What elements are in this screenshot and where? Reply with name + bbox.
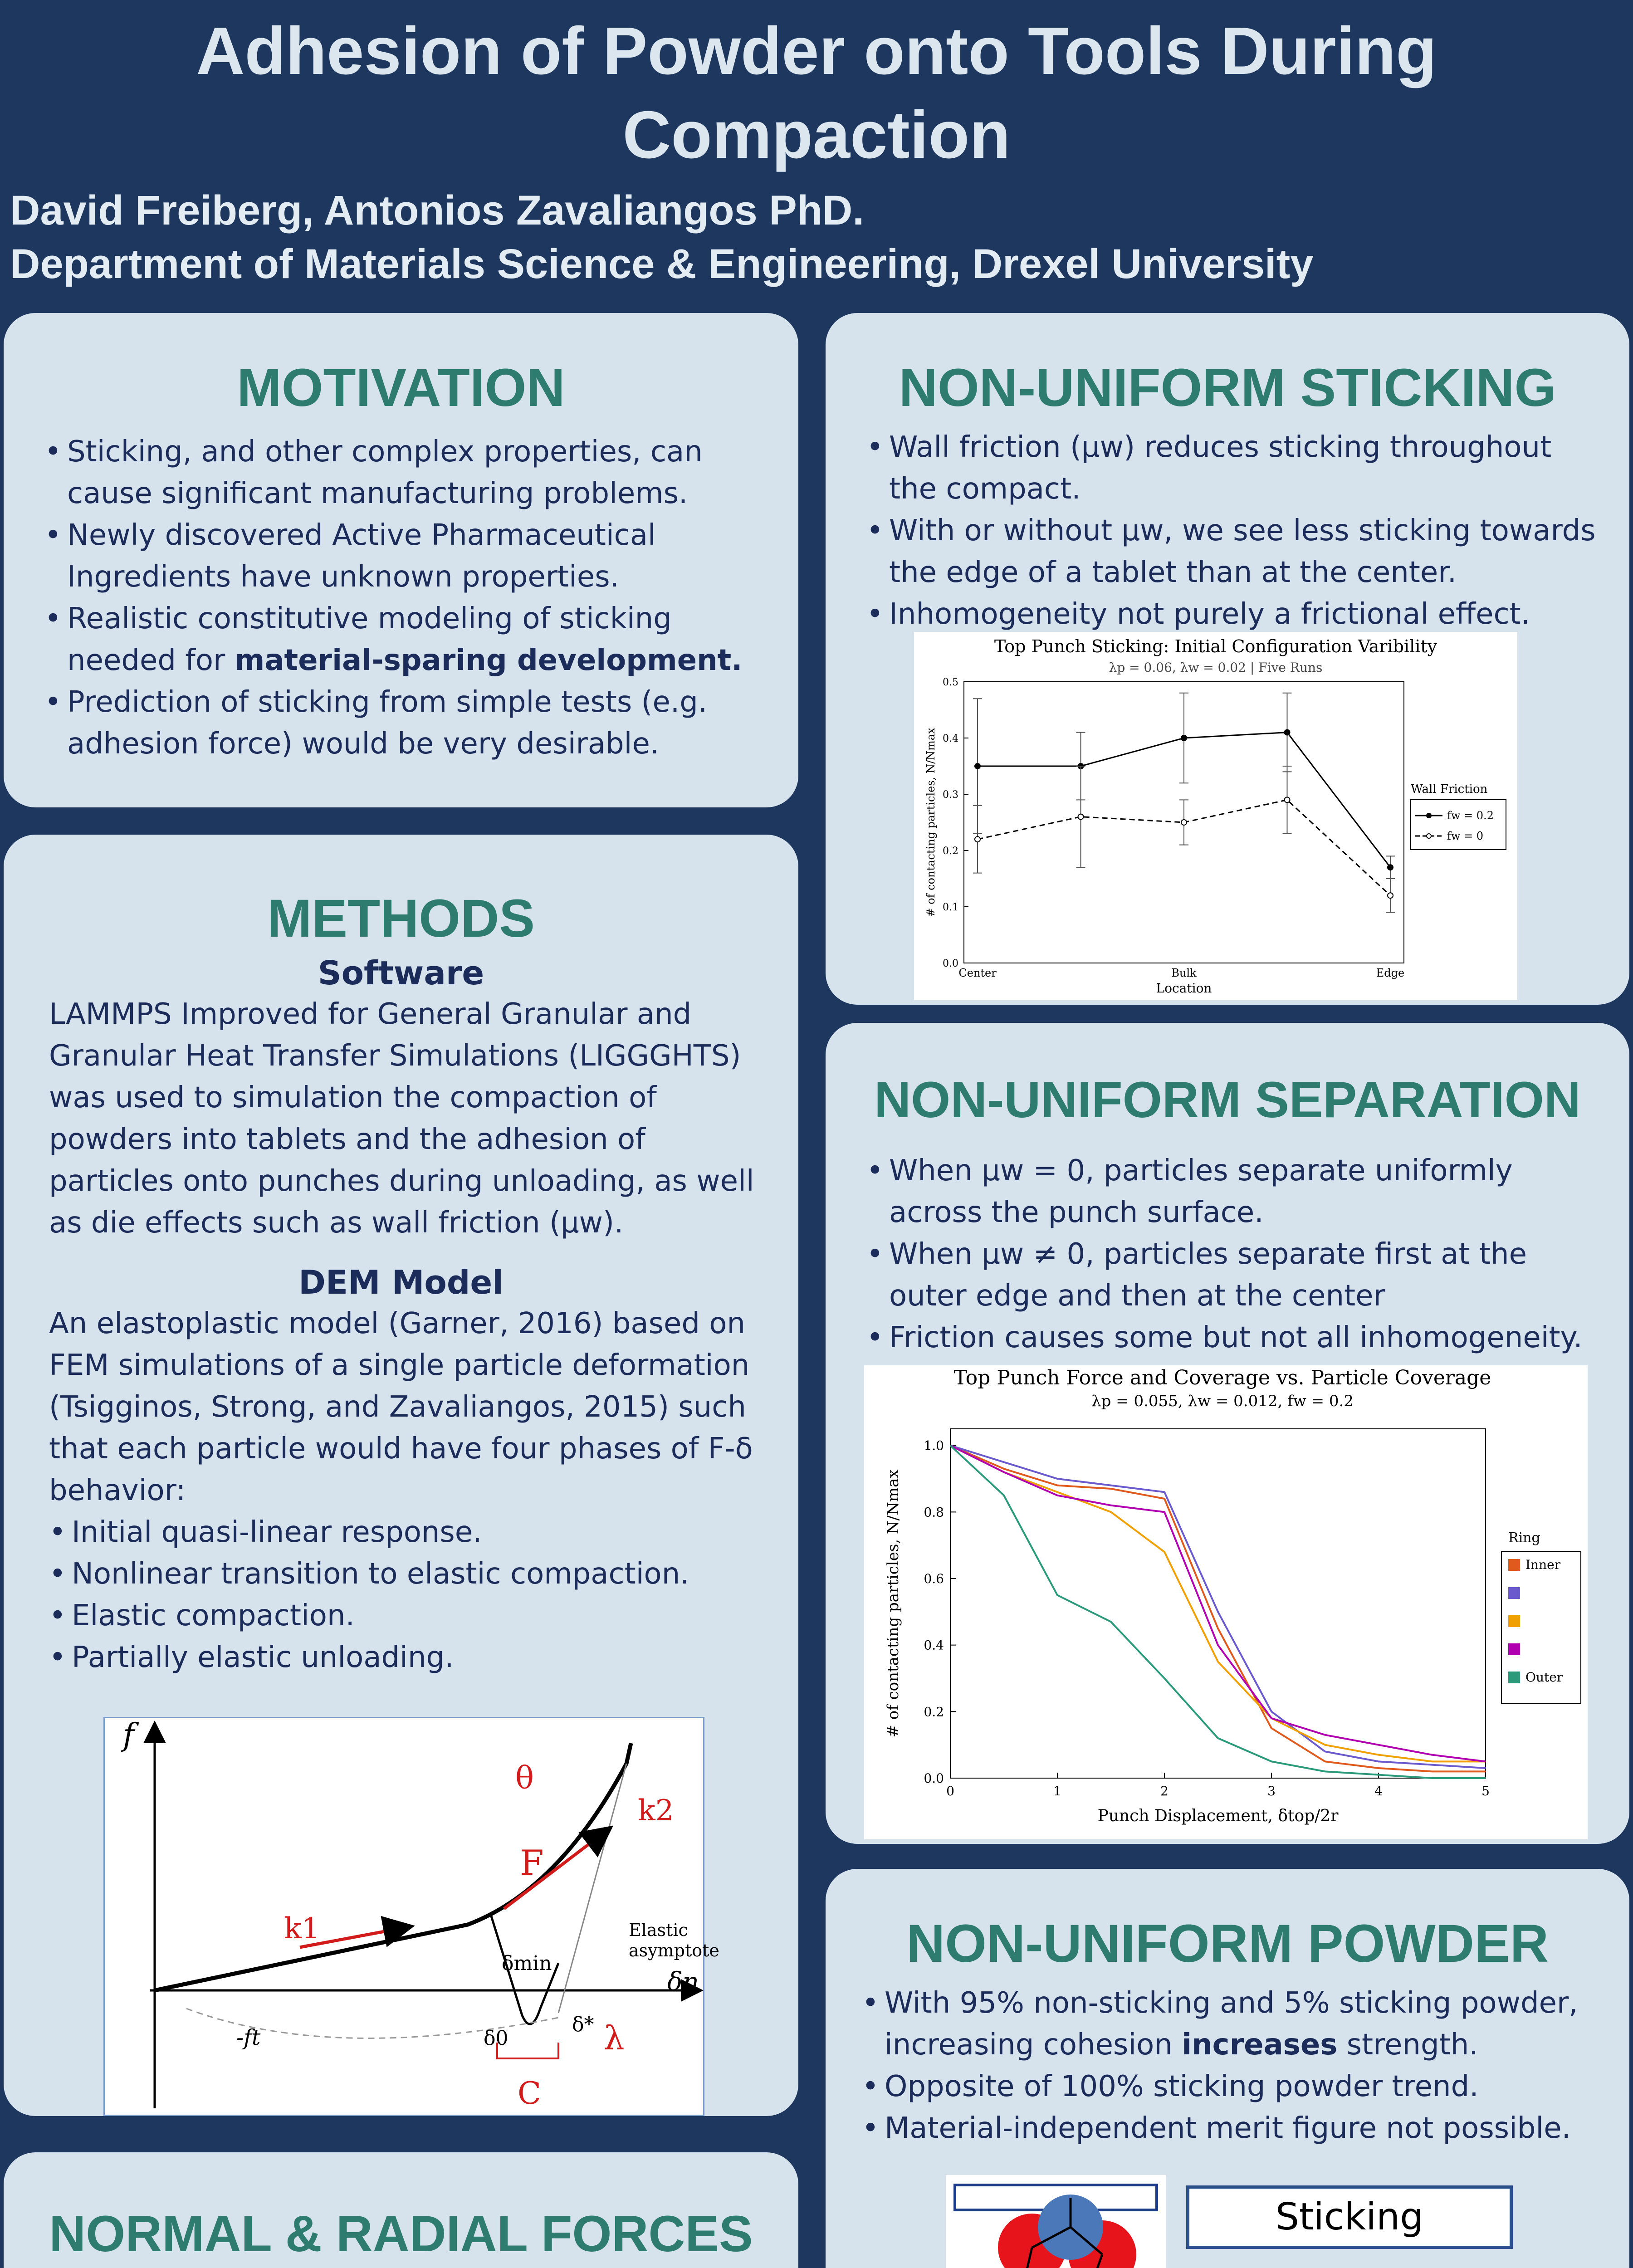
legend-label: fw = 0 <box>1447 830 1484 842</box>
data-point <box>1388 893 1393 898</box>
legend-sticking: Sticking <box>1186 2185 1513 2249</box>
data-point <box>1285 797 1290 802</box>
legend-label: Inner <box>1525 1557 1561 1572</box>
powder-list <box>862 1982 1607 2149</box>
separation-item-3: • Friction causes some but not all inhomogeneity. <box>866 1317 1607 1359</box>
elastic-asymptote <box>558 1764 626 2013</box>
data-point <box>1181 820 1187 825</box>
data-point <box>1181 735 1187 741</box>
dn-label: δn <box>667 1967 699 1997</box>
powder-item-2: • Opposite of 100% sticking powder trend. <box>862 2066 1607 2107</box>
phase-item-3: • Elastic compaction. <box>49 1595 762 1637</box>
y-axis-label: # of contacting particles, N/Nmax <box>924 728 937 917</box>
data-point <box>975 763 980 769</box>
x-tick-label: 5 <box>1481 1784 1490 1799</box>
sticking-chart <box>914 632 1517 1000</box>
sticking-item-1: • Wall friction (μw) reduces sticking throughout the compact. <box>866 426 1598 510</box>
methods-heading: METHODS <box>267 889 535 948</box>
legend-swatch <box>1508 1643 1520 1655</box>
separation-item-1: • When μw = 0, particles separate uniformly across the punch surface. <box>866 1150 1607 1233</box>
x-tick-label: 2 <box>1160 1784 1169 1799</box>
dem-text: An elastoplastic model (Garner, 2016) based on FEM simulations of a single particle deformation (Tsigginos, Strong, and Zavaliangos, 2015) such that each particle would have four phases of F-δ behavior: <box>49 1307 753 1507</box>
legend-swatch <box>1508 1615 1520 1627</box>
y-tick-label: 0.3 <box>943 789 958 801</box>
x-tick-label: 0 <box>946 1784 954 1799</box>
legend-label: Outer <box>1525 1670 1563 1685</box>
lambda-label: λ <box>604 2019 625 2057</box>
separation-item-2: • When μw ≠ 0, particles separate first at the outer edge and then at the center <box>866 1233 1607 1317</box>
software-heading: Software <box>318 954 484 992</box>
x-tick-label: Edge <box>1376 967 1405 979</box>
x-tick-label: 3 <box>1267 1784 1276 1799</box>
authors: David Freiberg, Antonios Zavaliangos PhD. <box>10 187 864 234</box>
motivation-item-1: • Sticking, and other complex properties, can cause significant manufacturing problems. <box>44 431 767 514</box>
series-line <box>950 1446 1486 1772</box>
x-tick-label: 1 <box>1053 1784 1061 1799</box>
c-label: C <box>518 2076 542 2112</box>
motivation-list <box>44 431 767 765</box>
series-line <box>950 1446 1486 1762</box>
legend-title: Ring <box>1508 1530 1540 1546</box>
normal-radial-panel <box>4 2152 798 2268</box>
k2-label: k2 <box>638 1794 674 1828</box>
normal-radial-body <box>49 2266 780 2268</box>
y-tick-label: 0.5 <box>943 677 958 688</box>
motivation-item-3: • Realistic constitutive modeling of sticking needed for material-sparing development. <box>44 598 767 681</box>
normal-radial-heading: NORMAL & RADIAL FORCES <box>49 2205 753 2262</box>
powder-heading: NON-UNIFORM POWDER <box>906 1914 1549 1974</box>
separation-heading: NON-UNIFORM SEPARATION <box>874 1071 1581 1128</box>
phase-item-4: • Partially elastic unloading. <box>49 1637 762 1678</box>
chart-subtitle: λp = 0.06, λw = 0.02 | Five Runs <box>1109 660 1323 675</box>
asymptote-label: asymptote <box>629 1941 719 1960</box>
powder-schematic <box>946 2175 1166 2268</box>
k1-label: k1 <box>284 1912 320 1945</box>
series-line <box>950 1446 1486 1768</box>
x-tick-label: Center <box>958 967 997 979</box>
series-line <box>950 1446 1486 1762</box>
y-tick-label: 0.0 <box>924 1771 944 1786</box>
sticking-item-2: • With or without μw, we see less sticking towards the edge of a tablet than at the center. <box>866 510 1598 593</box>
chart-subtitle: λp = 0.055, λw = 0.012, fw = 0.2 <box>1091 1392 1354 1410</box>
powder-item-1: • With 95% non-sticking and 5% sticking powder, increasing cohesion increases strength. <box>862 1982 1607 2066</box>
y-axis-label: # of contacting particles, N/Nmax <box>884 1469 902 1738</box>
phase-item-2: • Nonlinear transition to elastic compaction. <box>49 1553 762 1595</box>
theta-label: θ <box>515 1760 534 1796</box>
y-tick-label: 0.4 <box>924 1637 944 1653</box>
affiliation: Department of Materials Science & Engineering, Drexel University <box>10 241 1314 287</box>
software-text: LAMMPS Improved for General Granular and Granular Heat Transfer Simulations (LIGGGHTS) was used to simulation the compaction of powders into tablets and the adhesion of particles onto punches during unloading, as well as die effects such as wall friction (μw). <box>49 997 754 1240</box>
sticking-item-3: • Inhomogeneity not purely a frictional effect. <box>866 593 1598 635</box>
legend-label: fw = 0.2 <box>1447 809 1494 822</box>
legend-marker <box>1427 813 1431 818</box>
y-tick-label: 0.8 <box>924 1505 944 1520</box>
poster-title <box>0 9 1633 177</box>
x-axis-label: Location <box>1156 981 1212 996</box>
d0-label: δ0 <box>484 2027 508 2050</box>
data-point <box>1285 730 1290 735</box>
x-tick-label: Bulk <box>1171 967 1197 979</box>
x-tick-label: 4 <box>1374 1784 1383 1799</box>
data-point <box>975 836 980 842</box>
legend-swatch <box>1508 1672 1520 1683</box>
motivation-item-2: • Newly discovered Active Pharmaceutical Ingredients have unknown properties. <box>44 514 767 598</box>
dmin-label: δmin <box>502 1952 552 1975</box>
f-axis-label: f <box>123 1717 135 1753</box>
normal-intro <box>49 2266 780 2268</box>
motivation-item-4: • Prediction of sticking from simple tests (e.g. adhesion force) would be very desirable. <box>44 681 767 765</box>
legend-title: Wall Friction <box>1411 782 1488 796</box>
separation-list <box>866 1150 1607 1359</box>
poster-title-line1: Adhesion of Powder onto Tools During <box>196 14 1437 88</box>
y-tick-label: 0.2 <box>924 1704 944 1720</box>
ft-label: -ft <box>236 2025 261 2050</box>
separation-chart <box>864 1365 1588 1839</box>
chart-title: Top Punch Force and Coverage vs. Particle Coverage <box>953 1366 1491 1389</box>
sticking-list <box>866 426 1598 635</box>
y-tick-label: 0.2 <box>943 846 958 857</box>
poster-title-line2: Compaction <box>622 98 1011 172</box>
legend-swatch <box>1508 1559 1520 1571</box>
dem-heading: DEM Model <box>298 1263 504 1301</box>
y-tick-label: 0.6 <box>924 1571 944 1586</box>
author-block <box>10 184 1625 291</box>
x-axis-label: Punch Displacement, δtop/2r <box>1097 1807 1339 1825</box>
motivation-panel <box>4 313 798 807</box>
chart-title: Top Punch Sticking: Initial Configuration Varibility <box>994 636 1437 656</box>
phase-item-1: • Initial quasi-linear response. <box>49 1511 762 1553</box>
elastic-label: Elastic <box>629 1920 688 1940</box>
force-displacement-diagram <box>103 1717 719 2116</box>
data-point <box>1388 865 1393 870</box>
phase-list <box>49 1511 762 1678</box>
motivation-heading: MOTIVATION <box>237 358 565 418</box>
y-tick-label: 0.0 <box>943 958 958 969</box>
data-point <box>1078 814 1084 820</box>
F-label: F <box>520 1843 544 1883</box>
dstar-label: δ* <box>572 2013 594 2036</box>
powder-item-3: • Material-independent merit figure not possible. <box>862 2107 1607 2149</box>
y-tick-label: 1.0 <box>924 1438 944 1453</box>
legend-swatch <box>1508 1587 1520 1599</box>
sticking-heading: NON-UNIFORM STICKING <box>899 358 1556 418</box>
y-tick-label: 0.1 <box>943 902 958 913</box>
y-tick-label: 0.4 <box>943 733 958 744</box>
legend-marker <box>1427 834 1431 838</box>
